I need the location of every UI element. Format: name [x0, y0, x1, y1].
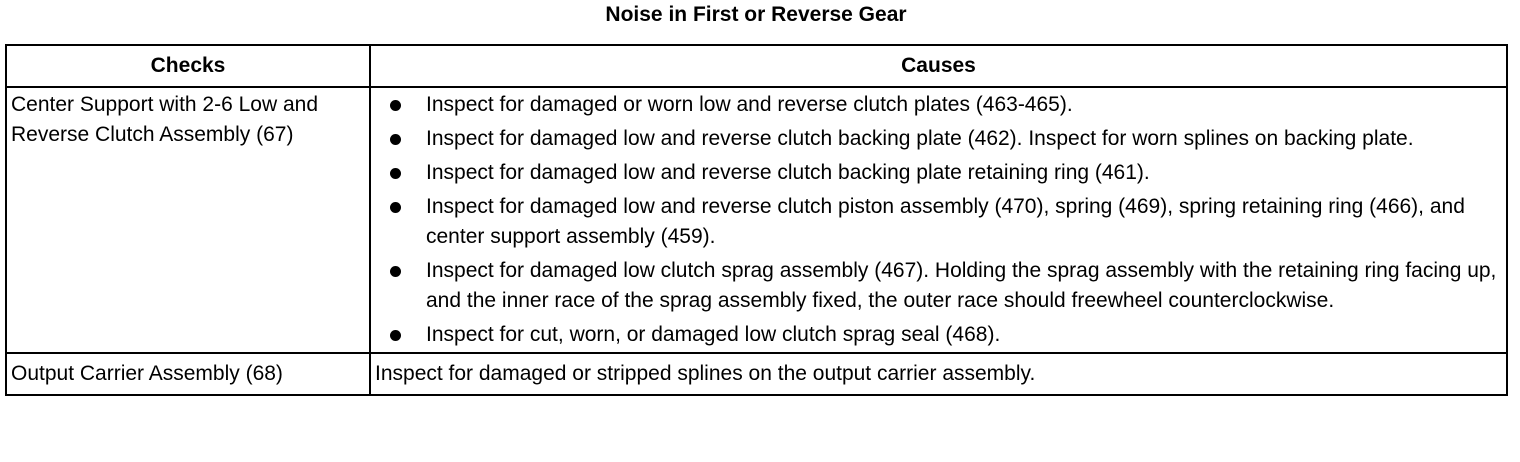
- cause-item: [383, 192, 1502, 252]
- bullet-icon: [390, 266, 401, 277]
- cause-item: [383, 256, 1502, 316]
- cause-text: Inspect for cut, worn, or damaged low clutch sprag seal (468).: [426, 323, 1001, 346]
- diagnosis-table: [5, 44, 1508, 396]
- cause-text: Inspect for damaged low and reverse clutch backing plate (462). Inspect for worn splines on backing plate.: [426, 127, 1414, 150]
- table-header-row: [6, 45, 1507, 87]
- cause-item: [383, 158, 1502, 188]
- header-checks: Checks: [6, 45, 370, 87]
- table-row: [6, 353, 1507, 395]
- cause-item: [383, 124, 1502, 154]
- table-row: [6, 87, 1507, 353]
- bullet-icon: [390, 330, 401, 341]
- bullet-icon: [390, 168, 401, 179]
- cause-text: Inspect for damaged or worn low and reverse clutch plates (463-465).: [426, 93, 1073, 116]
- document-title: Noise in First or Reverse Gear: [605, 3, 907, 26]
- cause-item: [383, 90, 1502, 120]
- cause-text: Inspect for damaged low and reverse clutch piston assembly (470), spring (469), spring retaining ring (466), and center support assembly (459).: [426, 195, 1465, 248]
- cause-text: Inspect for damaged low clutch sprag assembly (467). Holding the sprag assembly with the retaining ring facing up, and the inner race of the sprag assembly fixed, the outer race should freewheel counterclockwise.: [426, 259, 1497, 312]
- bullet-icon: [390, 202, 401, 213]
- causes-cell-center-support: [370, 87, 1507, 353]
- check-cell-center-support: Center Support with 2-6 Low and Reverse Clutch Assembly (67): [6, 87, 370, 353]
- causes-list: [383, 90, 1502, 350]
- bullet-icon: [390, 134, 401, 145]
- cause-item: [383, 320, 1502, 350]
- cause-text: Inspect for damaged low and reverse clutch backing plate retaining ring (461).: [426, 161, 1150, 184]
- cause-cell-output-carrier: Inspect for damaged or stripped splines on the output carrier assembly.: [370, 353, 1507, 395]
- check-cell-output-carrier: Output Carrier Assembly (68): [6, 353, 370, 395]
- bullet-icon: [390, 100, 401, 111]
- header-causes: Causes: [370, 45, 1507, 87]
